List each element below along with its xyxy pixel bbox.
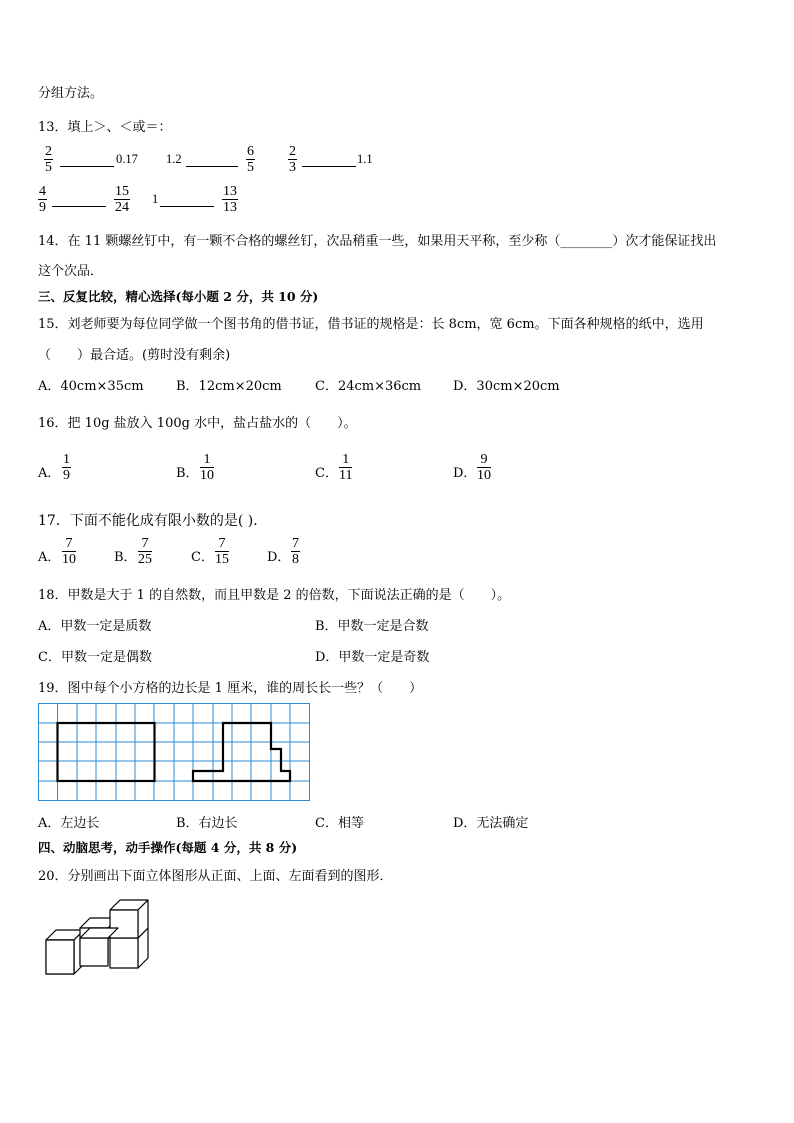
- q13-frac-15-24: 15 24: [115, 184, 129, 215]
- q16-option-c-frac[interactable]: 1 11: [339, 452, 353, 483]
- q13-frac-6-5: 6 5: [247, 144, 254, 175]
- q13-value: 1.1: [357, 152, 373, 166]
- q14-line1: 14．在 11 颗螺丝钉中，有一颗不合格的螺丝钉，次品稍重一些，如果用天平称，至少称（________）次才能保证找出: [38, 234, 717, 249]
- q19-option-a[interactable]: A．左边长: [38, 816, 100, 831]
- q15-option-d[interactable]: D．30cm×20cm: [453, 379, 560, 394]
- blue-grid: [38, 703, 310, 801]
- q18-stem: 18．甲数是大于 1 的自然数，而且甲数是 2 的倍数，下面说法正确的是（ ）。: [38, 588, 511, 603]
- q16-option-a-frac[interactable]: 1 9: [63, 452, 70, 483]
- cube-front-face: [110, 910, 138, 938]
- q13-answer-blank-1[interactable]: [60, 166, 114, 167]
- q17-option-d-frac[interactable]: 7 8: [292, 536, 299, 567]
- q18-option-b[interactable]: B．甲数一定是合数: [315, 619, 429, 634]
- q19-grid-figure: [38, 703, 310, 801]
- q19-option-b[interactable]: B．右边长: [176, 816, 238, 831]
- q13-answer-blank-2[interactable]: [186, 166, 238, 167]
- q18-option-c[interactable]: C．甲数一定是偶数: [38, 650, 152, 665]
- q17-stem: 17．下面不能化成有限小数的是( ).: [38, 513, 258, 529]
- q13-value: 0.17: [116, 152, 138, 166]
- cube-front-face: [80, 938, 108, 966]
- q17-option-a-label[interactable]: A．: [38, 550, 61, 565]
- section-4-heading: 四、动脑思考，动手操作(每题 4 分，共 8 分): [38, 840, 298, 855]
- cube-front-face: [110, 938, 138, 968]
- q13-answer-blank-4[interactable]: [52, 206, 106, 207]
- q20-cube-solid-figure: [40, 898, 152, 980]
- q18-option-d[interactable]: D．甲数一定是奇数: [315, 650, 430, 665]
- q17-option-c-label[interactable]: C．: [191, 550, 214, 565]
- q17-option-d-label[interactable]: D．: [267, 550, 291, 565]
- q15-line1: 15．刘老师要为每位同学做一个图书角的借书证，借书证的规格是：长 8cm，宽 6cm。下面各种规格的纸中，选用: [38, 317, 704, 332]
- q13-frac-13-13: 13 13: [223, 184, 237, 215]
- q13-answer-blank-5[interactable]: [160, 206, 214, 207]
- q15-line2: （ ）最合适。(剪时没有剩余): [38, 348, 231, 363]
- q15-option-b[interactable]: B．12cm×20cm: [176, 379, 282, 394]
- q13-title: 13．填上＞、＜或＝：: [38, 120, 172, 135]
- q13-answer-blank-3[interactable]: [302, 166, 356, 167]
- q17-option-c-frac[interactable]: 7 15: [215, 536, 229, 567]
- left-rectangle-shape: [58, 723, 155, 781]
- continued-text: 分组方法。: [38, 86, 104, 101]
- cube-front-face: [46, 940, 74, 974]
- q16-option-a-label[interactable]: A．: [38, 466, 61, 481]
- q16-option-c-label[interactable]: C．: [315, 466, 338, 481]
- q17-option-b-frac[interactable]: 7 25: [138, 536, 152, 567]
- q16-stem: 16．把 10g 盐放入 100g 水中，盐占盐水的（ ）。: [38, 416, 357, 431]
- q16-option-b-frac[interactable]: 1 10: [200, 452, 214, 483]
- q15-option-a[interactable]: A．40cm×35cm: [38, 379, 144, 394]
- section-3-heading: 三、反复比较，精心选择(每小题 2 分，共 10 分): [38, 289, 319, 304]
- right-stair-shape: [193, 723, 290, 781]
- q13-value: 1: [152, 192, 159, 206]
- q13-frac-2-3: 2 3: [289, 144, 296, 175]
- q13-frac-2-5: 2 5: [45, 144, 52, 175]
- q13-value: 1.2: [166, 152, 182, 166]
- q18-option-a[interactable]: A．甲数一定是质数: [38, 619, 152, 634]
- q13-frac-4-9: 4 9: [39, 184, 46, 215]
- q17-option-a-frac[interactable]: 7 10: [62, 536, 76, 567]
- q17-option-b-label[interactable]: B．: [114, 550, 137, 565]
- q19-option-d[interactable]: D．无法确定: [453, 816, 529, 831]
- q19-stem: 19．图中每个小方格的边长是 1 厘米，谁的周长长一些？（ ）: [38, 681, 423, 696]
- q20-stem: 20．分别画出下面立体图形从正面、上面、左面看到的图形．: [38, 869, 393, 884]
- q15-option-c[interactable]: C．24cm×36cm: [315, 379, 422, 394]
- q19-option-c[interactable]: C．相等: [315, 816, 364, 831]
- q16-option-d-label[interactable]: D．: [453, 466, 477, 481]
- q14-line2: 这个次品．: [38, 264, 104, 279]
- q16-option-d-frac[interactable]: 9 10: [477, 452, 491, 483]
- q16-option-b-label[interactable]: B．: [176, 466, 199, 481]
